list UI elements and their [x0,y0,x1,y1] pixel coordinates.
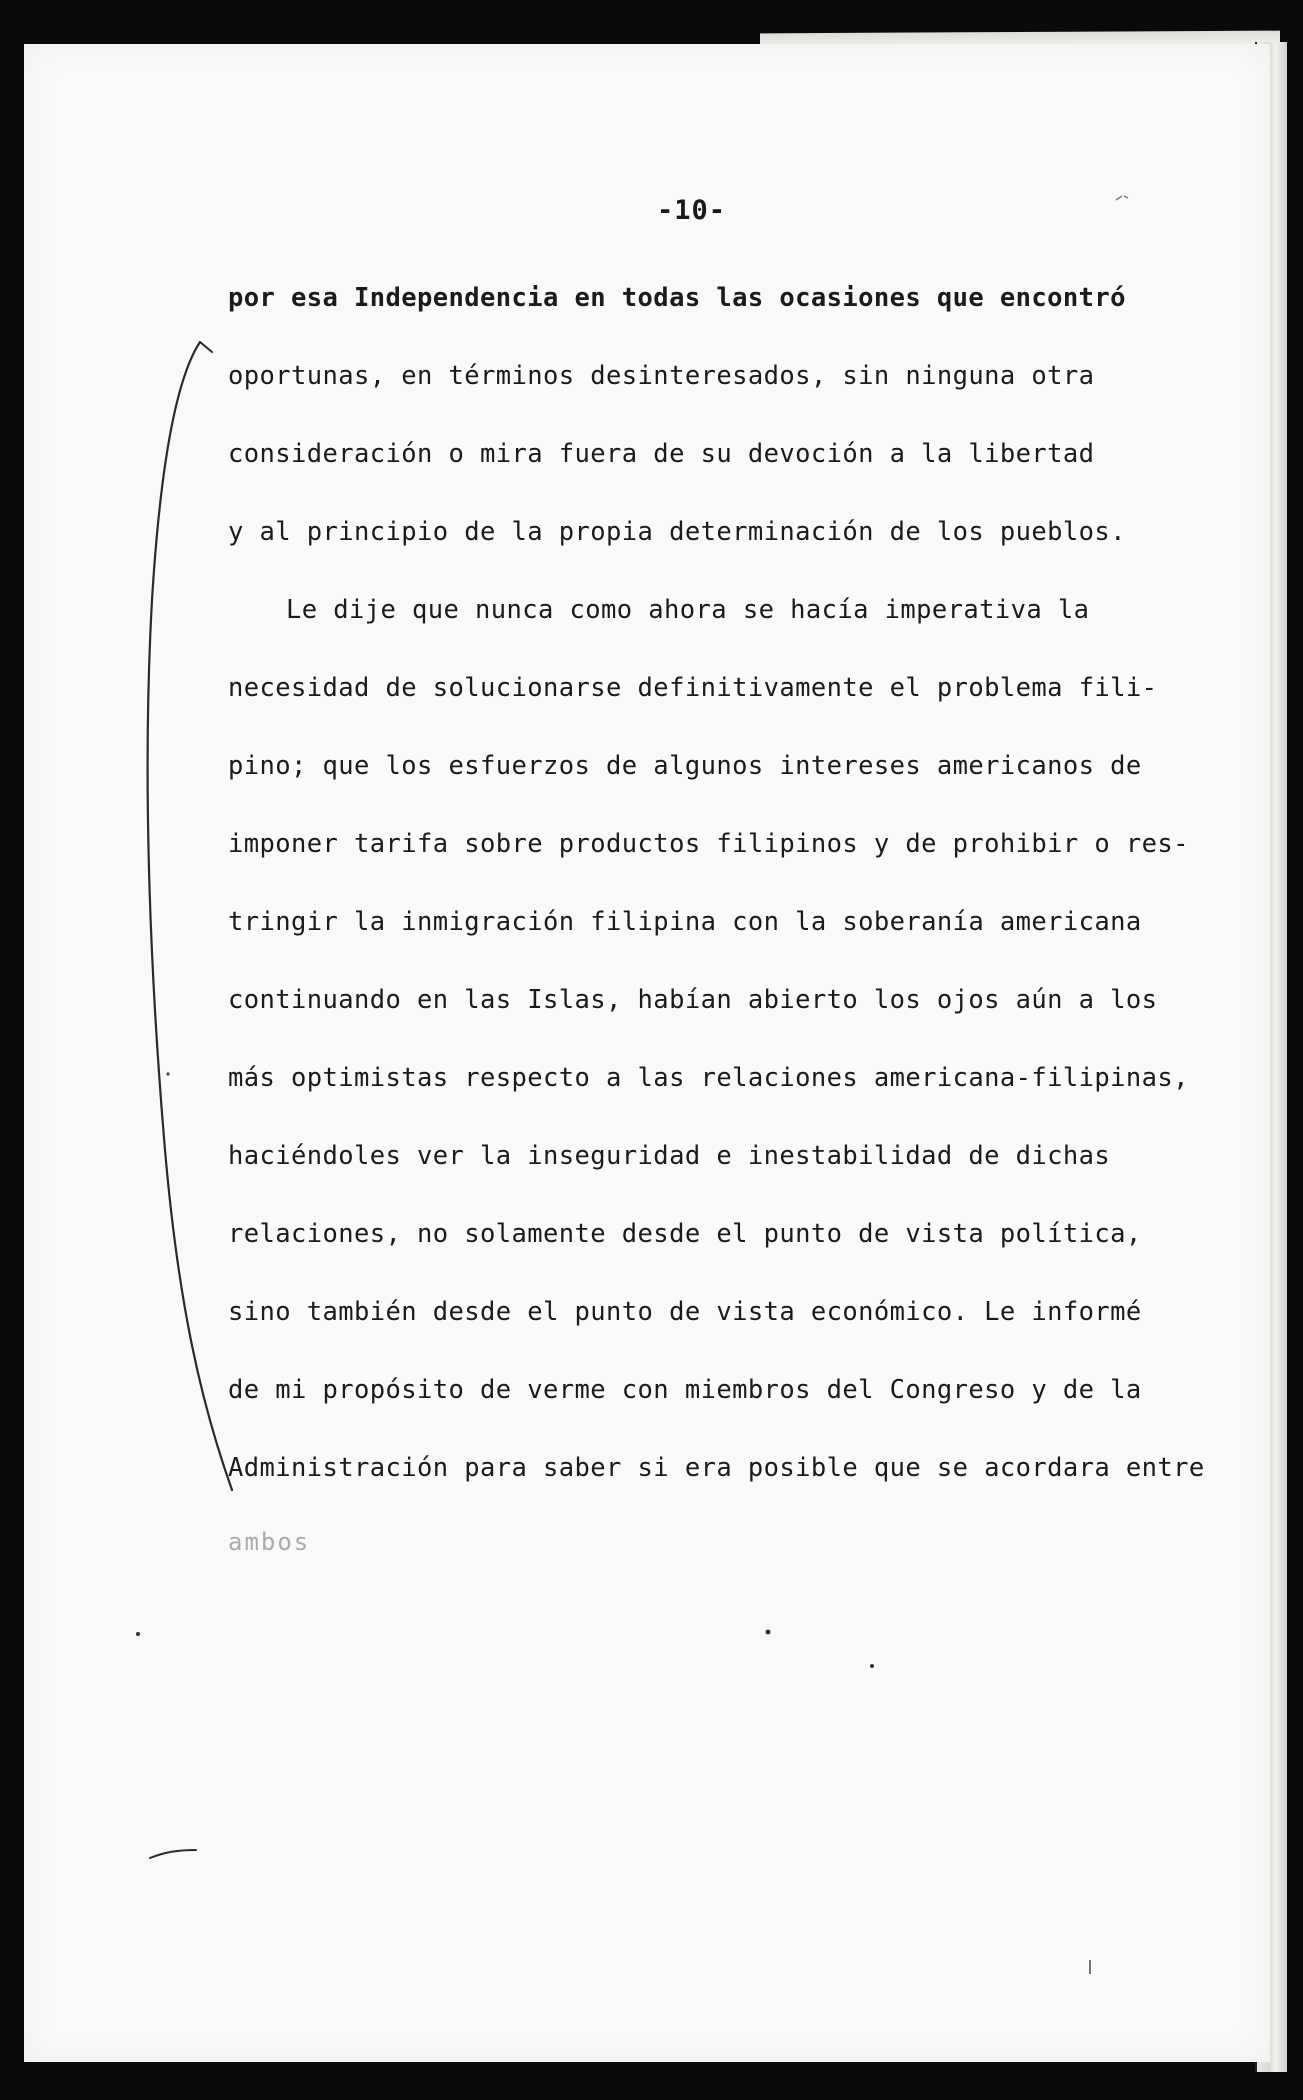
text-line: tringir la inmigración filipina con la soberanía americana [228,907,1142,937]
text-line: y al principio de la propia determinación de los pueblos. [228,517,1126,547]
page-number: -10- [656,195,727,226]
text-line: sino también desde el punto de vista económico. Le informé [228,1297,1142,1327]
text-line: por esa Independencia en todas las ocasiones que encontró [228,283,1126,313]
typed-body [228,278,1205,1526]
text-line: continuando en las Islas, habían abierto los ojos aún a los [228,985,1158,1015]
text-line: haciéndoles ver la inseguridad e inestabilidad de dichas [228,1141,1111,1171]
catchword: ambos [228,1528,311,1556]
text-line: más optimistas respecto a las relaciones americana-filipinas, [228,1063,1189,1093]
text-line: pino; que los esfuerzos de algunos intereses americanos de [228,751,1142,781]
text-line: de mi propósito de verme con miembros del Congreso y de la [228,1375,1142,1405]
text-line: consideración o mira fuera de su devoción a la libertad [228,439,1095,469]
text-line: oportunas, en términos desinteresados, sin ninguna otra [228,361,1095,391]
text-line: relaciones, no solamente desde el punto de vista política, [228,1219,1142,1249]
text-line: Administración para saber si era posible que se acordara entre [228,1453,1205,1483]
text-line: imponer tarifa sobre productos filipinos y de prohibir o res- [228,829,1189,859]
text-line: Le dije que nunca como ahora se hacía imperativa la [286,595,1090,625]
text-line: necesidad de solucionarse definitivamente el problema fili- [228,673,1158,703]
